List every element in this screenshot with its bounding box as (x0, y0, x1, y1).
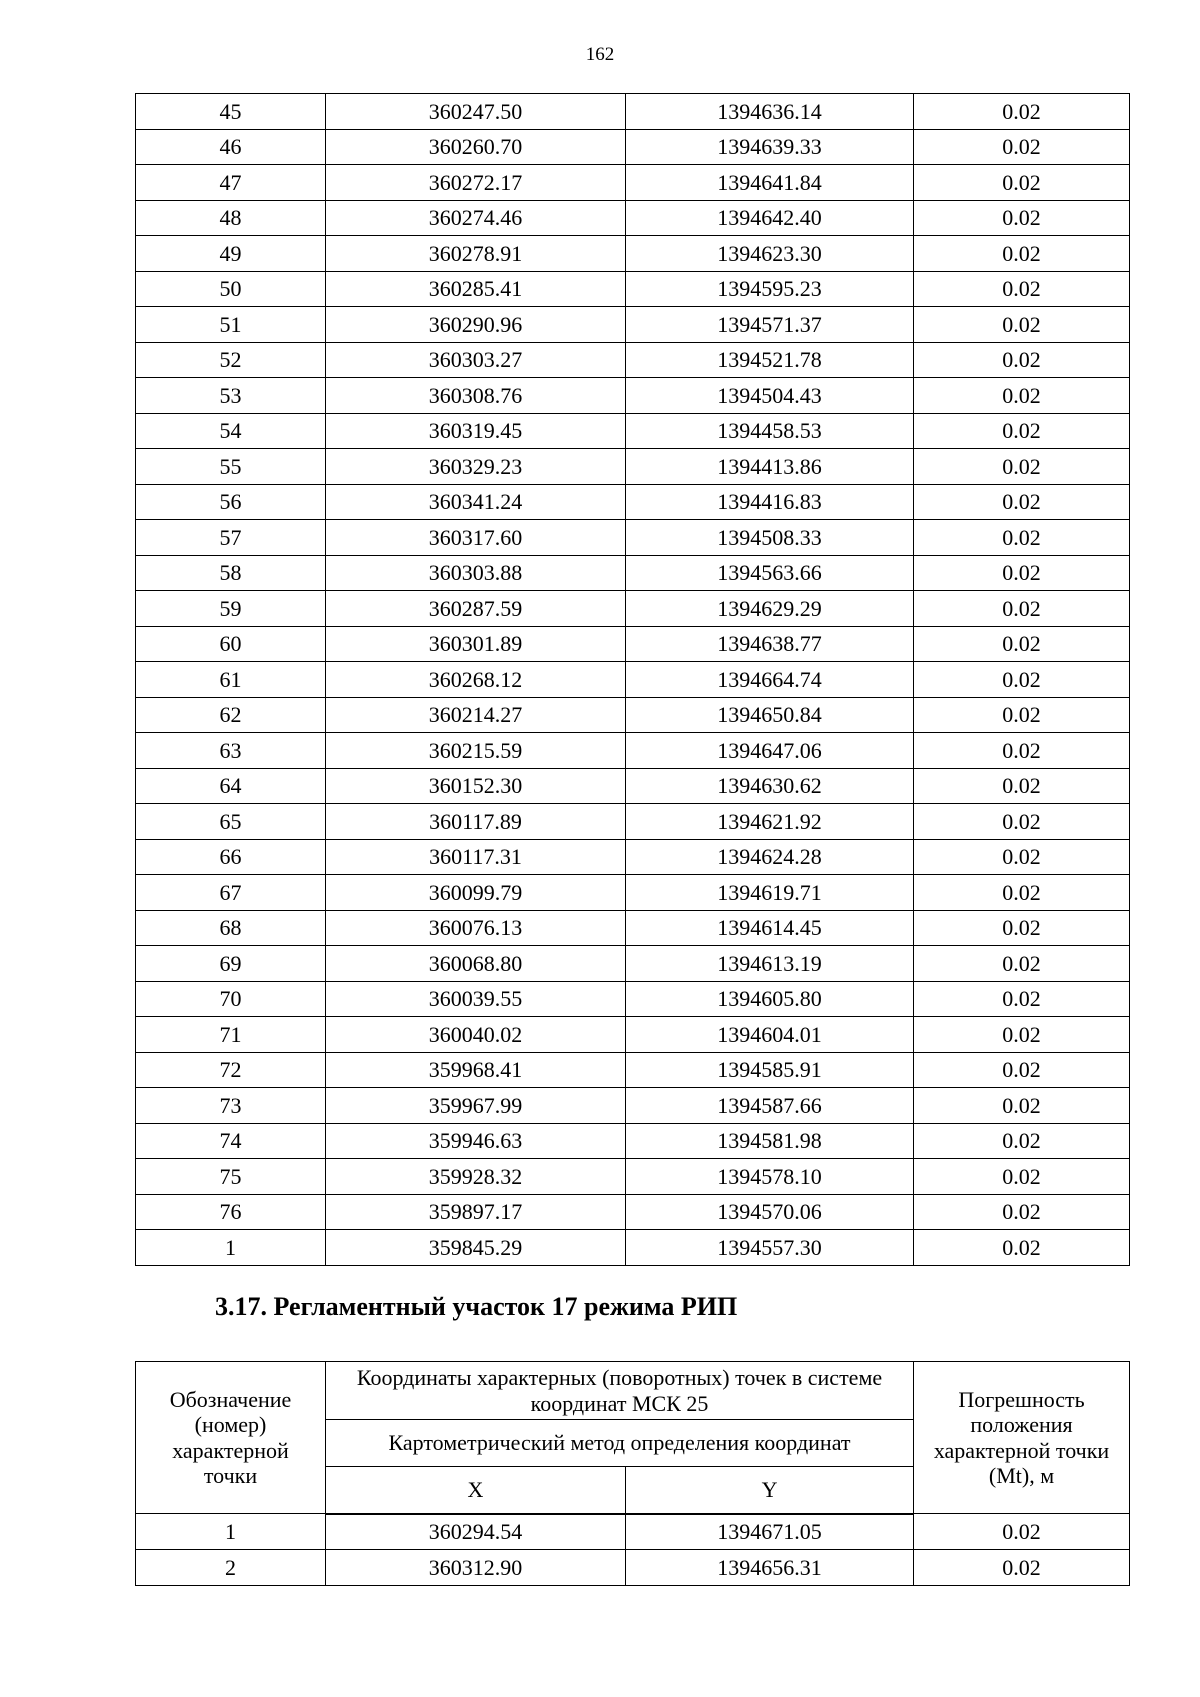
table-row (136, 1514, 1130, 1550)
point-number-cell: 55 (136, 449, 326, 485)
point-number-cell: 52 (136, 342, 326, 378)
y-coordinate-cell: 1394587.66 (626, 1088, 914, 1124)
point-number-cell: 47 (136, 165, 326, 201)
error-value-cell: 0.02 (914, 129, 1130, 165)
table-row (136, 94, 1130, 130)
table-row (136, 1017, 1130, 1053)
error-value-cell: 0.02 (914, 733, 1130, 769)
coordinates-table-continued (135, 93, 1130, 1266)
table-row (136, 946, 1130, 982)
y-coordinate-cell: 1394458.53 (626, 413, 914, 449)
point-number-cell: 51 (136, 307, 326, 343)
y-coordinate-cell: 1394630.62 (626, 768, 914, 804)
x-coordinate-cell: 360329.23 (326, 449, 626, 485)
error-value-cell: 0.02 (914, 839, 1130, 875)
y-coordinate-cell: 1394563.66 (626, 555, 914, 591)
x-coordinate-cell: 360303.88 (326, 555, 626, 591)
header-error-label: Погрешность положения характерной точки (Mt), м (914, 1362, 1130, 1514)
table-row (136, 555, 1130, 591)
y-coordinate-cell: 1394642.40 (626, 200, 914, 236)
header-coords-label: Координаты характерных (поворотных) точек в системе координат МСК 25 (326, 1362, 914, 1420)
y-coordinate-cell: 1394416.83 (626, 484, 914, 520)
error-value-cell: 0.02 (914, 1194, 1130, 1230)
y-coordinate-cell: 1394595.23 (626, 271, 914, 307)
error-value-cell: 0.02 (914, 94, 1130, 130)
error-value-cell: 0.02 (914, 342, 1130, 378)
y-coordinate-cell: 1394621.92 (626, 804, 914, 840)
x-coordinate-cell: 360040.02 (326, 1017, 626, 1053)
point-number-cell: 61 (136, 662, 326, 698)
table-row (136, 413, 1130, 449)
table-row (136, 697, 1130, 733)
point-number-cell: 71 (136, 1017, 326, 1053)
header-point-label: Обозначение (номер) характерной точки (136, 1362, 326, 1514)
y-coordinate-cell: 1394619.71 (626, 875, 914, 911)
x-coordinate-cell: 359968.41 (326, 1052, 626, 1088)
x-coordinate-cell: 359946.63 (326, 1123, 626, 1159)
table-row (136, 484, 1130, 520)
table-header (136, 1362, 1130, 1514)
y-coordinate-cell: 1394671.05 (626, 1514, 914, 1550)
error-value-cell: 0.02 (914, 555, 1130, 591)
table-row (136, 910, 1130, 946)
point-number-cell: 50 (136, 271, 326, 307)
x-coordinate-cell: 359845.29 (326, 1230, 626, 1266)
table-row (136, 768, 1130, 804)
error-value-cell: 0.02 (914, 1514, 1130, 1550)
error-value-cell: 0.02 (914, 697, 1130, 733)
x-coordinate-cell: 360215.59 (326, 733, 626, 769)
x-coordinate-cell: 360290.96 (326, 307, 626, 343)
y-coordinate-cell: 1394639.33 (626, 129, 914, 165)
x-coordinate-cell: 360076.13 (326, 910, 626, 946)
y-coordinate-cell: 1394585.91 (626, 1052, 914, 1088)
x-coordinate-cell: 360214.27 (326, 697, 626, 733)
x-coordinate-cell: 360068.80 (326, 946, 626, 982)
x-coordinate-cell: 359897.17 (326, 1194, 626, 1230)
error-value-cell: 0.02 (914, 1550, 1130, 1586)
point-number-cell: 1 (136, 1514, 326, 1550)
x-coordinate-cell: 360247.50 (326, 94, 626, 130)
error-value-cell: 0.02 (914, 981, 1130, 1017)
table-row (136, 1088, 1130, 1124)
table-row (136, 449, 1130, 485)
point-number-cell: 1 (136, 1230, 326, 1266)
x-coordinate-cell: 360303.27 (326, 342, 626, 378)
error-value-cell: 0.02 (914, 165, 1130, 201)
section-heading: 3.17. Регламентный участок 17 режима РИП (215, 1292, 738, 1321)
y-coordinate-cell: 1394650.84 (626, 697, 914, 733)
table-row (136, 378, 1130, 414)
error-value-cell: 0.02 (914, 1159, 1130, 1195)
x-coordinate-cell: 360039.55 (326, 981, 626, 1017)
header-x-label: X (326, 1467, 626, 1514)
x-coordinate-cell: 360308.76 (326, 378, 626, 414)
y-coordinate-cell: 1394641.84 (626, 165, 914, 201)
x-coordinate-cell: 360117.31 (326, 839, 626, 875)
x-coordinate-cell: 360260.70 (326, 129, 626, 165)
y-coordinate-cell: 1394504.43 (626, 378, 914, 414)
x-coordinate-cell: 360117.89 (326, 804, 626, 840)
point-number-cell: 70 (136, 981, 326, 1017)
point-number-cell: 65 (136, 804, 326, 840)
point-number-cell: 76 (136, 1194, 326, 1230)
y-coordinate-cell: 1394571.37 (626, 307, 914, 343)
point-number-cell: 68 (136, 910, 326, 946)
point-number-cell: 58 (136, 555, 326, 591)
y-coordinate-cell: 1394570.06 (626, 1194, 914, 1230)
error-value-cell: 0.02 (914, 236, 1130, 272)
x-coordinate-cell: 360099.79 (326, 875, 626, 911)
y-coordinate-cell: 1394521.78 (626, 342, 914, 378)
error-value-cell: 0.02 (914, 591, 1130, 627)
error-value-cell: 0.02 (914, 200, 1130, 236)
point-number-cell: 69 (136, 946, 326, 982)
point-number-cell: 56 (136, 484, 326, 520)
section-table-body (136, 1514, 1130, 1586)
x-coordinate-cell: 360287.59 (326, 591, 626, 627)
error-value-cell: 0.02 (914, 768, 1130, 804)
coordinates-table-section-17 (135, 1361, 1130, 1586)
error-value-cell: 0.02 (914, 449, 1130, 485)
table-row (136, 165, 1130, 201)
table-row (136, 1230, 1130, 1266)
y-coordinate-cell: 1394638.77 (626, 626, 914, 662)
table-row (136, 200, 1130, 236)
point-number-cell: 59 (136, 591, 326, 627)
y-coordinate-cell: 1394413.86 (626, 449, 914, 485)
point-number-cell: 74 (136, 1123, 326, 1159)
y-coordinate-cell: 1394557.30 (626, 1230, 914, 1266)
y-coordinate-cell: 1394581.98 (626, 1123, 914, 1159)
x-coordinate-cell: 360152.30 (326, 768, 626, 804)
table-row (136, 839, 1130, 875)
y-coordinate-cell: 1394508.33 (626, 520, 914, 556)
x-coordinate-cell: 360294.54 (326, 1514, 626, 1550)
error-value-cell: 0.02 (914, 1052, 1130, 1088)
error-value-cell: 0.02 (914, 1088, 1130, 1124)
point-number-cell: 64 (136, 768, 326, 804)
table-row (136, 129, 1130, 165)
y-coordinate-cell: 1394578.10 (626, 1159, 914, 1195)
error-value-cell: 0.02 (914, 626, 1130, 662)
point-number-cell: 48 (136, 200, 326, 236)
error-value-cell: 0.02 (914, 875, 1130, 911)
table-row (136, 1123, 1130, 1159)
point-number-cell: 67 (136, 875, 326, 911)
point-number-cell: 75 (136, 1159, 326, 1195)
x-coordinate-cell: 360272.17 (326, 165, 626, 201)
x-coordinate-cell: 359967.99 (326, 1088, 626, 1124)
point-number-cell: 73 (136, 1088, 326, 1124)
header-y-label: Y (626, 1467, 914, 1514)
y-coordinate-cell: 1394604.01 (626, 1017, 914, 1053)
page-number: 162 (585, 44, 615, 65)
x-coordinate-cell: 360312.90 (326, 1550, 626, 1586)
error-value-cell: 0.02 (914, 520, 1130, 556)
table-row (136, 981, 1130, 1017)
point-number-cell: 62 (136, 697, 326, 733)
y-coordinate-cell: 1394614.45 (626, 910, 914, 946)
error-value-cell: 0.02 (914, 910, 1130, 946)
y-coordinate-cell: 1394664.74 (626, 662, 914, 698)
point-number-cell: 53 (136, 378, 326, 414)
y-coordinate-cell: 1394629.29 (626, 591, 914, 627)
coordinates-table-body (136, 94, 1130, 1266)
x-coordinate-cell: 360341.24 (326, 484, 626, 520)
point-number-cell: 72 (136, 1052, 326, 1088)
table-row (136, 591, 1130, 627)
table-row (136, 804, 1130, 840)
point-number-cell: 49 (136, 236, 326, 272)
x-coordinate-cell: 360317.60 (326, 520, 626, 556)
y-coordinate-cell: 1394613.19 (626, 946, 914, 982)
table-row (136, 1194, 1130, 1230)
point-number-cell: 2 (136, 1550, 326, 1586)
x-coordinate-cell: 360301.89 (326, 626, 626, 662)
table-row (136, 875, 1130, 911)
y-coordinate-cell: 1394605.80 (626, 981, 914, 1017)
error-value-cell: 0.02 (914, 271, 1130, 307)
error-value-cell: 0.02 (914, 378, 1130, 414)
table-row (136, 733, 1130, 769)
x-coordinate-cell: 360285.41 (326, 271, 626, 307)
error-value-cell: 0.02 (914, 1230, 1130, 1266)
table-row (136, 662, 1130, 698)
error-value-cell: 0.02 (914, 307, 1130, 343)
table-row (136, 307, 1130, 343)
y-coordinate-cell: 1394623.30 (626, 236, 914, 272)
table-row (136, 1550, 1130, 1586)
x-coordinate-cell: 360319.45 (326, 413, 626, 449)
error-value-cell: 0.02 (914, 413, 1130, 449)
error-value-cell: 0.02 (914, 1017, 1130, 1053)
table-row (136, 626, 1130, 662)
point-number-cell: 60 (136, 626, 326, 662)
error-value-cell: 0.02 (914, 1123, 1130, 1159)
table-row (136, 271, 1130, 307)
table-row (136, 1159, 1130, 1195)
error-value-cell: 0.02 (914, 946, 1130, 982)
point-number-cell: 57 (136, 520, 326, 556)
point-number-cell: 66 (136, 839, 326, 875)
error-value-cell: 0.02 (914, 484, 1130, 520)
x-coordinate-cell: 359928.32 (326, 1159, 626, 1195)
table-row (136, 236, 1130, 272)
error-value-cell: 0.02 (914, 804, 1130, 840)
x-coordinate-cell: 360274.46 (326, 200, 626, 236)
point-number-cell: 54 (136, 413, 326, 449)
header-method-label: Картометрический метод определения координат (326, 1420, 914, 1467)
table-row (136, 342, 1130, 378)
x-coordinate-cell: 360268.12 (326, 662, 626, 698)
table-row (136, 1052, 1130, 1088)
y-coordinate-cell: 1394647.06 (626, 733, 914, 769)
y-coordinate-cell: 1394656.31 (626, 1550, 914, 1586)
table-row (136, 520, 1130, 556)
y-coordinate-cell: 1394624.28 (626, 839, 914, 875)
point-number-cell: 63 (136, 733, 326, 769)
error-value-cell: 0.02 (914, 662, 1130, 698)
x-coordinate-cell: 360278.91 (326, 236, 626, 272)
point-number-cell: 45 (136, 94, 326, 130)
y-coordinate-cell: 1394636.14 (626, 94, 914, 130)
point-number-cell: 46 (136, 129, 326, 165)
